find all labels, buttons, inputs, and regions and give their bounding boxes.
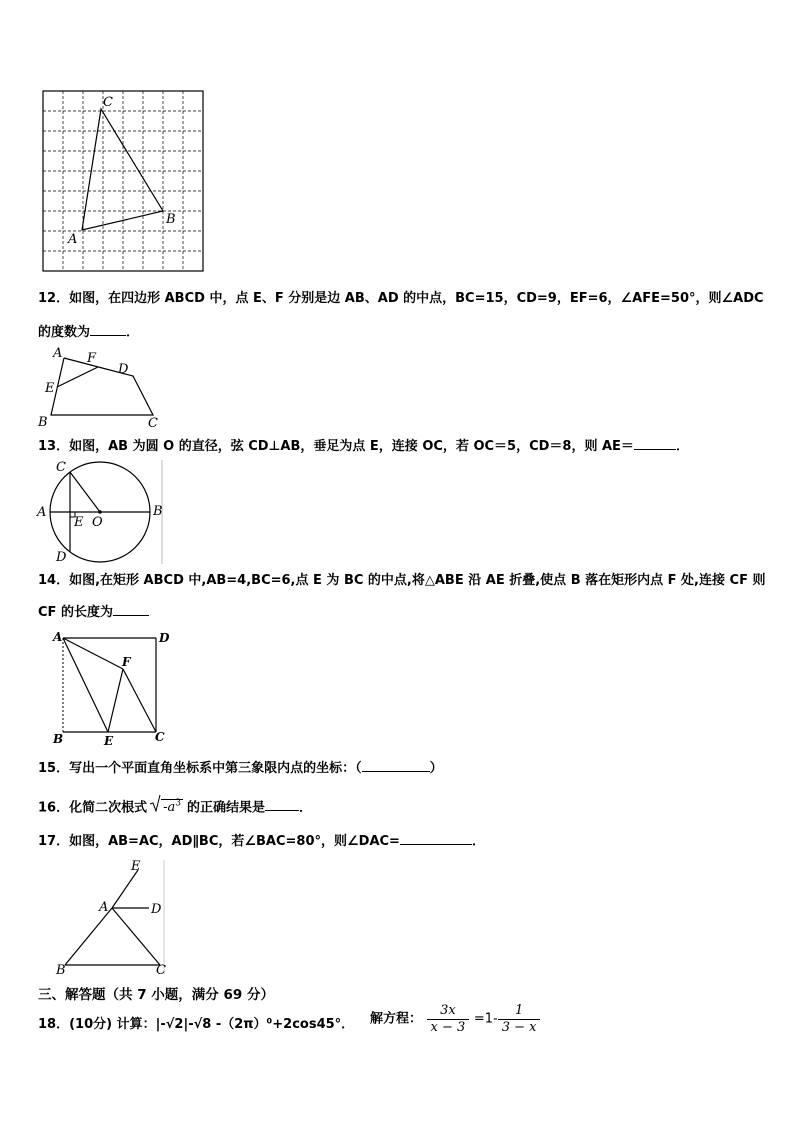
segment-ef bbox=[57, 367, 98, 387]
fraction-rhs-denominator: 3 − x bbox=[501, 1020, 537, 1035]
rectangle-fold-figure bbox=[50, 628, 174, 748]
segment-ae bbox=[112, 870, 138, 908]
grid-lines bbox=[43, 91, 203, 271]
answer-blank[interactable] bbox=[113, 603, 149, 616]
answer-blank[interactable] bbox=[400, 832, 472, 845]
segment-ef bbox=[108, 669, 123, 732]
question-12-line1 bbox=[38, 290, 764, 308]
q18-part1: 18．(10分) 计算：|-√2|-√8 -（2π）⁰+2cos45°． bbox=[38, 1017, 355, 1032]
equation-middle: =1- bbox=[473, 1011, 498, 1027]
circle-figure bbox=[34, 458, 170, 566]
q13-text: 13．如图，AB 为圆 O 的直径，弦 CD⊥AB，垂足为点 E，连接 OC，若 OC＝5，CD＝8，则 AE＝ bbox=[38, 439, 634, 454]
q14-text: 14．如图,在矩形 ABCD 中,AB=4,BC=6,点 E 为 BC 的中点,将△ABE 沿 AE 折叠,使点 B 落在矩形内点 F 处,连接 CF 则 bbox=[38, 573, 766, 588]
label-b: B bbox=[153, 504, 163, 519]
label-a: A bbox=[53, 630, 63, 644]
q17-text: 17．如图，AB=AC，AD∥BC，若∠BAC=80°，则∠DAC= bbox=[38, 834, 400, 849]
label-e: E bbox=[131, 859, 141, 874]
label-a: A bbox=[53, 346, 63, 361]
label-d: D bbox=[151, 902, 162, 917]
q16-text2: 的正确结果是 bbox=[186, 800, 265, 816]
answer-blank[interactable] bbox=[634, 437, 676, 450]
label-a: A bbox=[99, 900, 109, 915]
label-f: F bbox=[87, 351, 97, 366]
question-18-equation bbox=[370, 1003, 540, 1036]
q18-part2-label: 解方程： bbox=[370, 1011, 423, 1027]
label-b: B bbox=[56, 963, 66, 978]
label-d: D bbox=[159, 631, 170, 645]
q16-text: 16．化简二次根式 bbox=[38, 800, 148, 816]
section-3-title bbox=[38, 983, 274, 1003]
question-14-line1 bbox=[38, 572, 765, 590]
label-c: C bbox=[156, 963, 166, 978]
fraction-lhs bbox=[427, 1003, 470, 1036]
q17-end: ． bbox=[471, 834, 485, 849]
exponent: 3 bbox=[175, 799, 181, 809]
radicand-text: -a bbox=[163, 800, 176, 816]
label-b: B bbox=[166, 212, 176, 227]
label-d: D bbox=[118, 362, 129, 377]
label-d: D bbox=[56, 550, 67, 565]
q16-end: ． bbox=[299, 800, 313, 816]
grid-triangle-figure bbox=[40, 88, 206, 274]
fraction-rhs-numerator: 1 bbox=[498, 1003, 541, 1020]
label-c: C bbox=[56, 460, 66, 475]
segment-oc bbox=[70, 472, 100, 512]
segment-ae bbox=[63, 638, 108, 732]
label-o: O bbox=[92, 515, 103, 530]
fraction-rhs bbox=[498, 1003, 541, 1036]
quadrilateral-abcd bbox=[51, 358, 153, 415]
label-e: E bbox=[74, 515, 84, 530]
label-a: A bbox=[37, 505, 47, 520]
label-f: F bbox=[122, 655, 131, 669]
label-e: E bbox=[104, 734, 114, 748]
fraction-lhs-numerator: 3x bbox=[427, 1003, 470, 1020]
question-17 bbox=[38, 832, 485, 851]
label-c: C bbox=[103, 95, 113, 110]
segment-fc bbox=[123, 669, 156, 732]
q14-text2: CF 的长度为 bbox=[38, 605, 113, 620]
label-e: E bbox=[45, 381, 55, 396]
q15-text: 15．写出一个平面直角坐标系中第三象限内点的坐标：（ bbox=[38, 761, 362, 776]
quadrilateral-figure bbox=[36, 346, 166, 430]
answer-blank[interactable] bbox=[362, 759, 430, 772]
q12-text2: 的度数为 bbox=[38, 325, 91, 340]
question-14-line2 bbox=[38, 603, 149, 622]
q12-text: 12．如图，在四边形 ABCD 中，点 E、F 分别是边 AB、AD 的中点，BC=15，CD=9，EF=6，∠AFE=50°，则∠ADC bbox=[38, 291, 764, 306]
q15-end: ） bbox=[429, 761, 443, 776]
answer-blank[interactable] bbox=[90, 323, 126, 336]
answer-blank[interactable] bbox=[265, 798, 299, 811]
segment-ab bbox=[65, 908, 112, 965]
label-a: A bbox=[68, 232, 78, 247]
label-b: B bbox=[38, 415, 48, 430]
radicand bbox=[161, 799, 183, 815]
section-3-text: 三、解答题（共 7 小题，满分 69 分） bbox=[38, 987, 274, 1003]
question-18 bbox=[38, 1016, 354, 1034]
label-b: B bbox=[53, 732, 64, 746]
radical-expression bbox=[149, 795, 183, 817]
q13-end: ． bbox=[675, 439, 689, 454]
question-16 bbox=[38, 795, 312, 817]
label-c: C bbox=[155, 730, 165, 744]
radical-sign-icon bbox=[149, 794, 161, 812]
question-13 bbox=[38, 437, 689, 456]
q12-end: ． bbox=[126, 325, 140, 340]
parallel-triangle-figure bbox=[52, 856, 172, 978]
triangle-abc bbox=[82, 109, 163, 230]
fraction-lhs-denominator: x − 3 bbox=[430, 1020, 466, 1035]
center-point bbox=[98, 510, 102, 514]
question-15 bbox=[38, 759, 443, 778]
segment-af bbox=[63, 638, 123, 669]
question-12-line2 bbox=[38, 323, 139, 342]
label-c: C bbox=[148, 416, 158, 431]
